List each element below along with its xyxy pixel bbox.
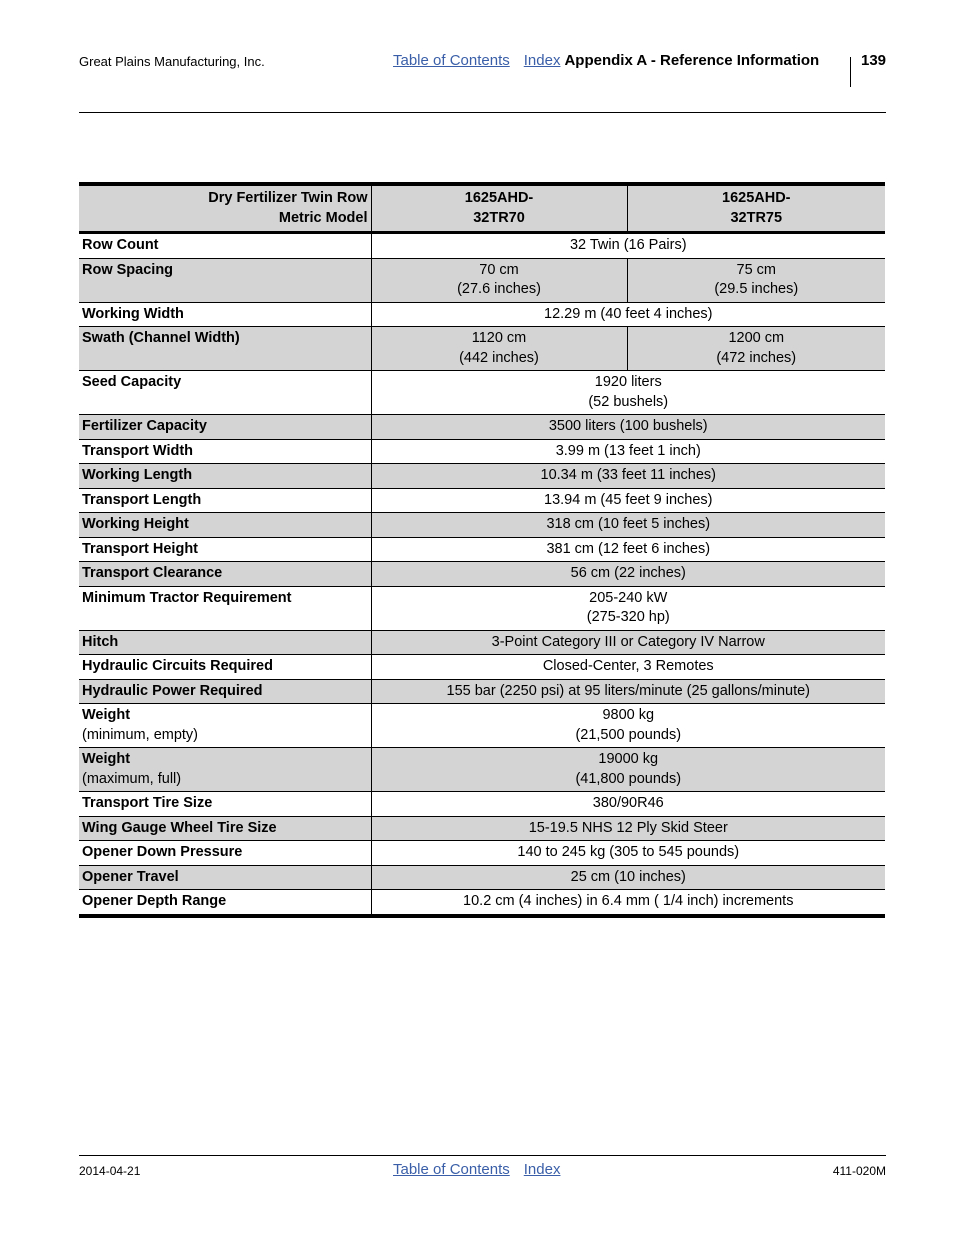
footer-index-link[interactable]: Index bbox=[523, 1161, 561, 1178]
row-value-model-1: 1120 cm (442 inches) bbox=[371, 327, 627, 371]
row-label: Transport Tire Size bbox=[79, 792, 371, 817]
table-row bbox=[79, 562, 885, 587]
footer-table-of-contents-link[interactable]: Table of Contents bbox=[393, 1161, 510, 1178]
table-row bbox=[79, 816, 885, 841]
row-label: Working Length bbox=[79, 464, 371, 489]
table-row bbox=[79, 586, 885, 630]
document-number: 411-020M bbox=[832, 1164, 886, 1178]
table-row bbox=[79, 415, 885, 440]
table-row bbox=[79, 890, 885, 916]
table-row bbox=[79, 792, 885, 817]
row-value: 155 bar (2250 psi) at 95 liters/minute (25 gallons/minute) bbox=[371, 679, 885, 704]
section-title: Appendix A - Reference Information bbox=[564, 52, 820, 69]
row-value: 3-Point Category III or Category IV Narrow bbox=[371, 630, 885, 655]
table-row bbox=[79, 233, 885, 259]
table-row bbox=[79, 488, 885, 513]
row-value: 3500 liters (100 bushels) bbox=[371, 415, 885, 440]
row-label: Hitch bbox=[79, 630, 371, 655]
row-value: 32 Twin (16 Pairs) bbox=[569, 237, 687, 253]
header-nav bbox=[393, 52, 819, 69]
row-label: Weight (maximum, full) bbox=[79, 748, 371, 792]
row-value: 15-19.5 NHS 12 Ply Skid Steer bbox=[371, 816, 885, 841]
specifications-table bbox=[79, 182, 885, 918]
row-value-model-2: 1200 cm (472 inches) bbox=[627, 327, 885, 371]
table-header-row bbox=[79, 184, 885, 233]
row-value: 205-240 kW (275-320 hp) bbox=[586, 589, 670, 625]
header-divider bbox=[850, 57, 851, 87]
company-name: Great Plains Manufacturing, Inc. bbox=[79, 54, 265, 69]
row-label: Swath (Channel Width) bbox=[79, 327, 371, 371]
page-footer bbox=[79, 1155, 886, 1195]
row-value-model-1: 70 cm (27.6 inches) bbox=[371, 258, 627, 302]
row-value: 19000 kg (41,800 pounds) bbox=[371, 748, 885, 792]
row-value: 12.29 m (40 feet 4 inches) bbox=[544, 305, 713, 322]
table-row bbox=[79, 258, 885, 302]
table-row bbox=[79, 630, 885, 655]
table-row bbox=[79, 513, 885, 538]
row-value: 56 cm (22 inches) bbox=[371, 562, 885, 587]
row-label: Transport Length bbox=[79, 488, 371, 513]
table-row bbox=[79, 841, 885, 866]
header-label-cell: Dry Fertilizer Twin Row Metric Model bbox=[79, 184, 371, 233]
row-label: Transport Width bbox=[79, 439, 371, 464]
row-value: 1920 liters (52 bushels) bbox=[588, 374, 669, 410]
table-row bbox=[79, 679, 885, 704]
row-label: Seed Capacity bbox=[79, 371, 371, 415]
header-model-2: 1625AHD- 32TR75 bbox=[627, 184, 885, 233]
row-label: Hydraulic Power Required bbox=[79, 679, 371, 704]
row-sublabel: (maximum, full) bbox=[82, 770, 182, 787]
row-value: 140 to 245 kg (305 to 545 pounds) bbox=[517, 844, 740, 860]
table-row bbox=[79, 439, 885, 464]
table-row bbox=[79, 704, 885, 748]
table-row bbox=[79, 327, 885, 371]
row-label: Minimum Tractor Requirement bbox=[79, 586, 371, 630]
row-value-model-2: 75 cm (29.5 inches) bbox=[627, 258, 885, 302]
row-value: 10.2 cm (4 inches) in 6.4 mm ( 1/4 inch) increments bbox=[463, 893, 794, 909]
row-value: 13.94 m (45 feet 9 inches) bbox=[544, 491, 713, 508]
row-label: Row Count bbox=[79, 233, 371, 259]
row-value: 380/90R46 bbox=[592, 795, 664, 811]
row-label: Opener Depth Range bbox=[79, 890, 371, 916]
row-value: 9800 kg (21,500 pounds) bbox=[575, 707, 682, 743]
footer-rule bbox=[79, 1155, 886, 1156]
table-row bbox=[79, 302, 885, 327]
row-value: 318 cm (10 feet 5 inches) bbox=[371, 513, 885, 538]
row-label: Transport Height bbox=[79, 537, 371, 562]
table-row bbox=[79, 655, 885, 680]
table-row bbox=[79, 464, 885, 489]
table-row bbox=[79, 537, 885, 562]
row-label: Hydraulic Circuits Required bbox=[79, 655, 371, 680]
page-header bbox=[79, 52, 886, 92]
row-label: Opener Down Pressure bbox=[79, 841, 371, 866]
row-value: 3.99 m (13 feet 1 inch) bbox=[555, 442, 701, 459]
table-row bbox=[79, 748, 885, 792]
row-label: Transport Clearance bbox=[79, 562, 371, 587]
footer-nav bbox=[393, 1161, 560, 1178]
row-value: Closed-Center, 3 Remotes bbox=[542, 658, 714, 674]
row-label: Working Width bbox=[79, 302, 371, 327]
header-model-1: 1625AHD- 32TR70 bbox=[371, 184, 627, 233]
row-label: Working Height bbox=[79, 513, 371, 538]
index-link[interactable]: Index bbox=[523, 52, 561, 69]
table-row bbox=[79, 865, 885, 890]
table-of-contents-link[interactable]: Table of Contents bbox=[393, 52, 510, 69]
header-rule bbox=[79, 112, 886, 113]
publication-date: 2014-04-21 bbox=[79, 1164, 141, 1178]
row-label: Opener Travel bbox=[79, 865, 371, 890]
row-value: 25 cm (10 inches) bbox=[371, 865, 885, 890]
page-number: 139 bbox=[861, 52, 887, 69]
row-label: Weight (minimum, empty) bbox=[79, 704, 371, 748]
row-label: Fertilizer Capacity bbox=[79, 415, 371, 440]
row-value: 10.34 m (33 feet 11 inches) bbox=[371, 464, 885, 489]
row-label: Row Spacing bbox=[79, 258, 371, 302]
row-sublabel: (minimum, empty) bbox=[82, 726, 199, 743]
row-value: 381 cm (12 feet 6 inches) bbox=[546, 540, 711, 557]
row-label: Wing Gauge Wheel Tire Size bbox=[79, 816, 371, 841]
table-row bbox=[79, 371, 885, 415]
